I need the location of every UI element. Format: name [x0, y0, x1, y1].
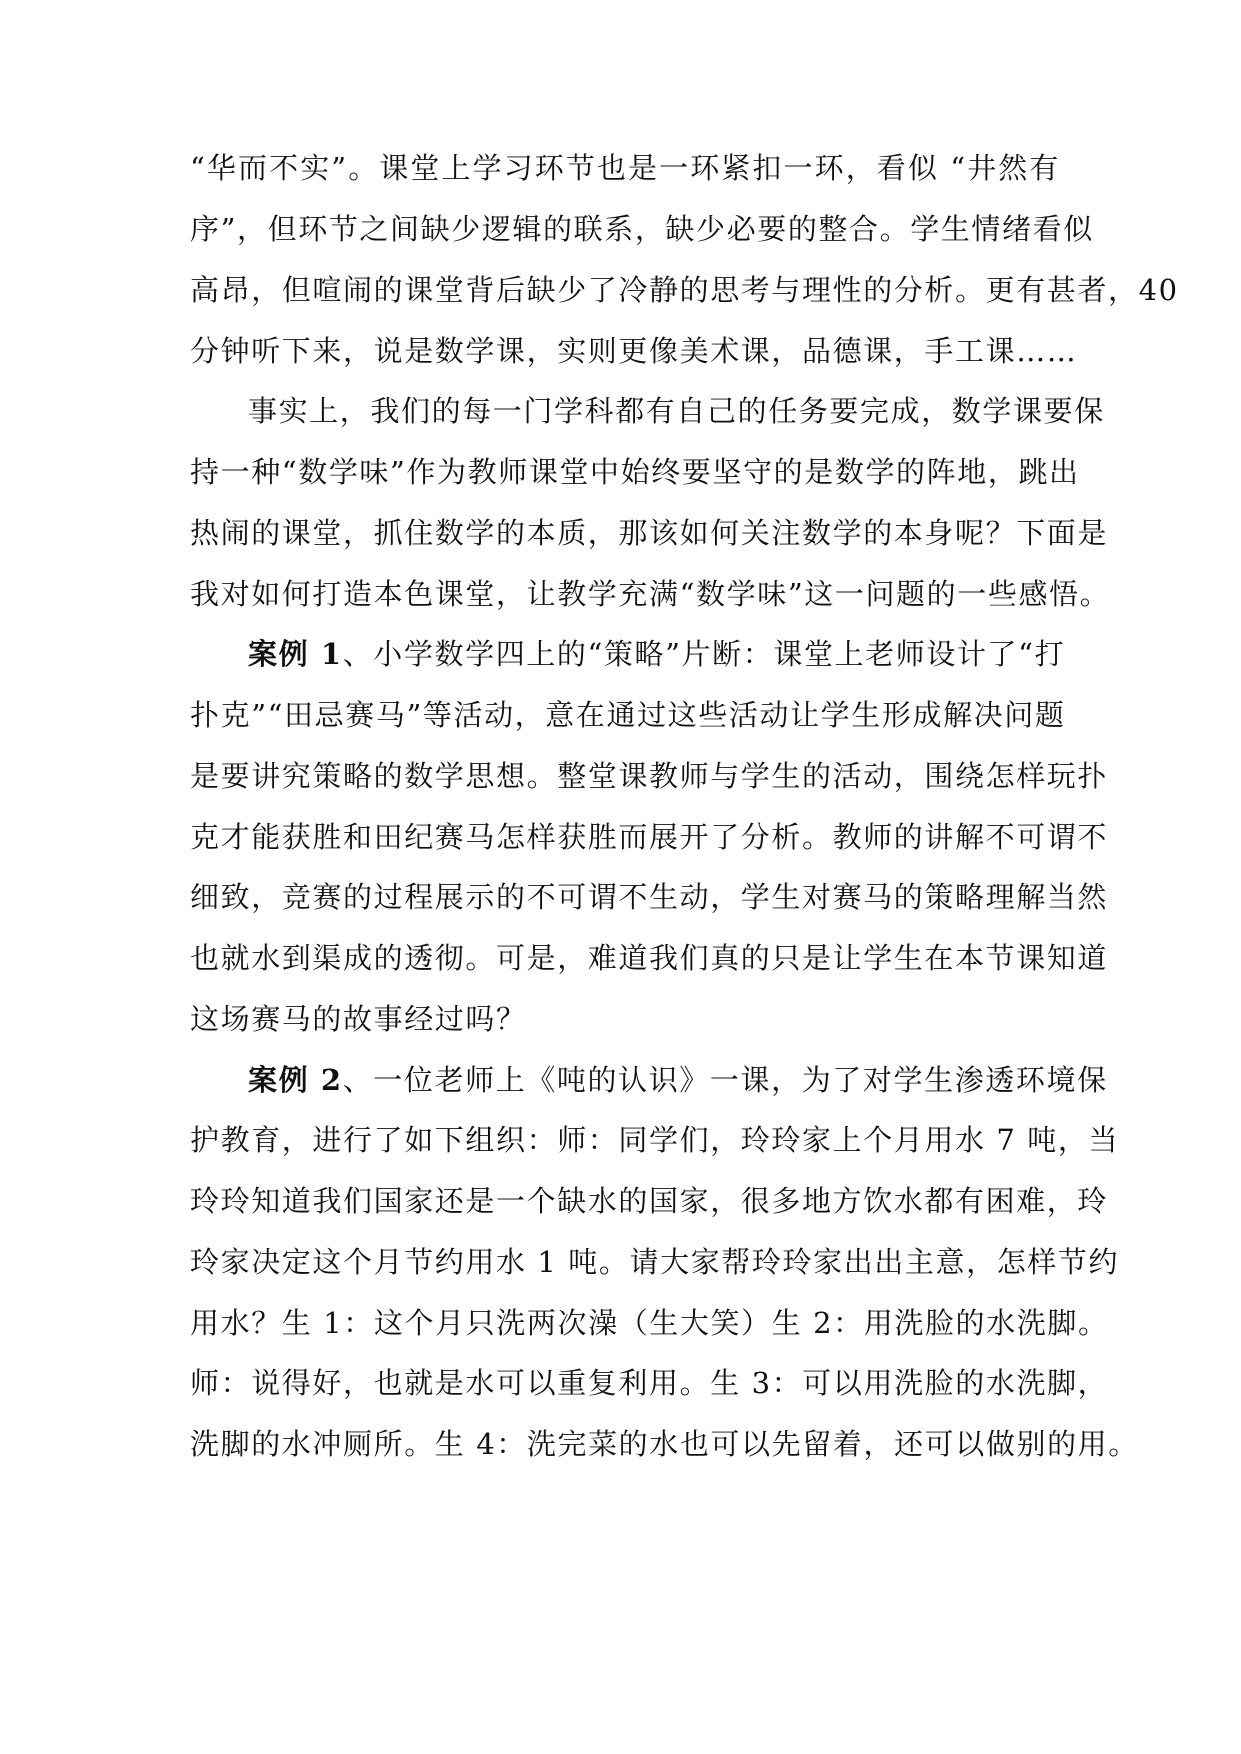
paragraph-line: “华而不实”。课堂上学习环节也是一环紧扣一环，看似 “井然有 — [190, 151, 1060, 185]
paragraph-line: 高昂，但喧闹的课堂背后缺少了冷静的思考与理性的分析。更有甚者，40 — [190, 273, 1179, 307]
paragraph-line: 分钟听下来，说是数学课，实则更像美术课，品德课，手工课…… — [190, 334, 1078, 368]
paragraph-line: 我对如何打造本色课堂，让教学充满“数学味”这一问题的一些感悟。 — [190, 577, 1111, 611]
paragraph-line: 护教育，进行了如下组织：师：同学们，玲玲家上个月用水 7 吨，当 — [190, 1123, 1120, 1157]
paragraph-line: 克才能获胜和田纪赛马怎样获胜而展开了分析。教师的讲解不可谓不 — [190, 820, 1109, 854]
paragraph-line: 是要讲究策略的数学思想。整堂课教师与学生的活动，围绕怎样玩扑 — [190, 759, 1109, 793]
paragraph-line: 师：说得好，也就是水可以重复利用。生 3：可以用洗脸的水洗脚， — [190, 1366, 1109, 1400]
paragraph-line: 热闹的课堂，抓住数学的本质，那该如何关注数学的本身呢？下面是 — [190, 516, 1109, 550]
case-1-first-line — [248, 634, 1066, 674]
paragraph-line: 事实上，我们的每一门学科都有自己的任务要完成，数学课要保 — [248, 394, 1105, 428]
paragraph-line: 用水？生 1：这个月只洗两次澡（生大笑）生 2：用洗脸的水洗脚。 — [190, 1306, 1109, 1340]
paragraph-line: 扑克”“田忌赛马”等活动，意在通过这些活动让学生形成解决问题 — [190, 698, 1066, 732]
paragraph-line: 玲玲知道我们国家还是一个缺水的国家，很多地方饮水都有困难，玲 — [190, 1184, 1109, 1218]
case-2-first-line — [248, 1060, 1108, 1100]
paragraph-line: 玲家决定这个月节约用水 1 吨。请大家帮玲玲家出出主意，怎样节约 — [190, 1245, 1120, 1279]
paragraph-line: 也就水到渠成的透彻。可是，难道我们真的只是让学生在本节课知道 — [190, 941, 1109, 975]
case-1-label: 案例 1 — [248, 637, 343, 671]
paragraph-line: 这场赛马的故事经过吗？ — [190, 1002, 527, 1036]
paragraph-line: 序”，但环节之间缺少逻辑的联系，缺少必要的整合。学生情绪看似 — [190, 212, 1094, 246]
paragraph-line: 、一位老师上《吨的认识》一课，为了对学生渗透环境保 — [342, 1063, 1108, 1097]
paragraph-line: 细致，竞赛的过程展示的不可谓不生动，学生对赛马的策略理解当然 — [190, 880, 1109, 914]
paragraph-line: 、小学数学四上的“策略”片断：课堂上老师设计了“打 — [342, 637, 1066, 671]
paragraph-line: 持一种“数学味”作为教师课堂中始终要坚守的是数学的阵地，跳出 — [190, 455, 1080, 489]
paragraph-line: 洗脚的水冲厕所。生 4：洗完菜的水也可以先留着，还可以做别的用。 — [190, 1427, 1139, 1461]
case-2-label: 案例 2 — [248, 1063, 343, 1097]
